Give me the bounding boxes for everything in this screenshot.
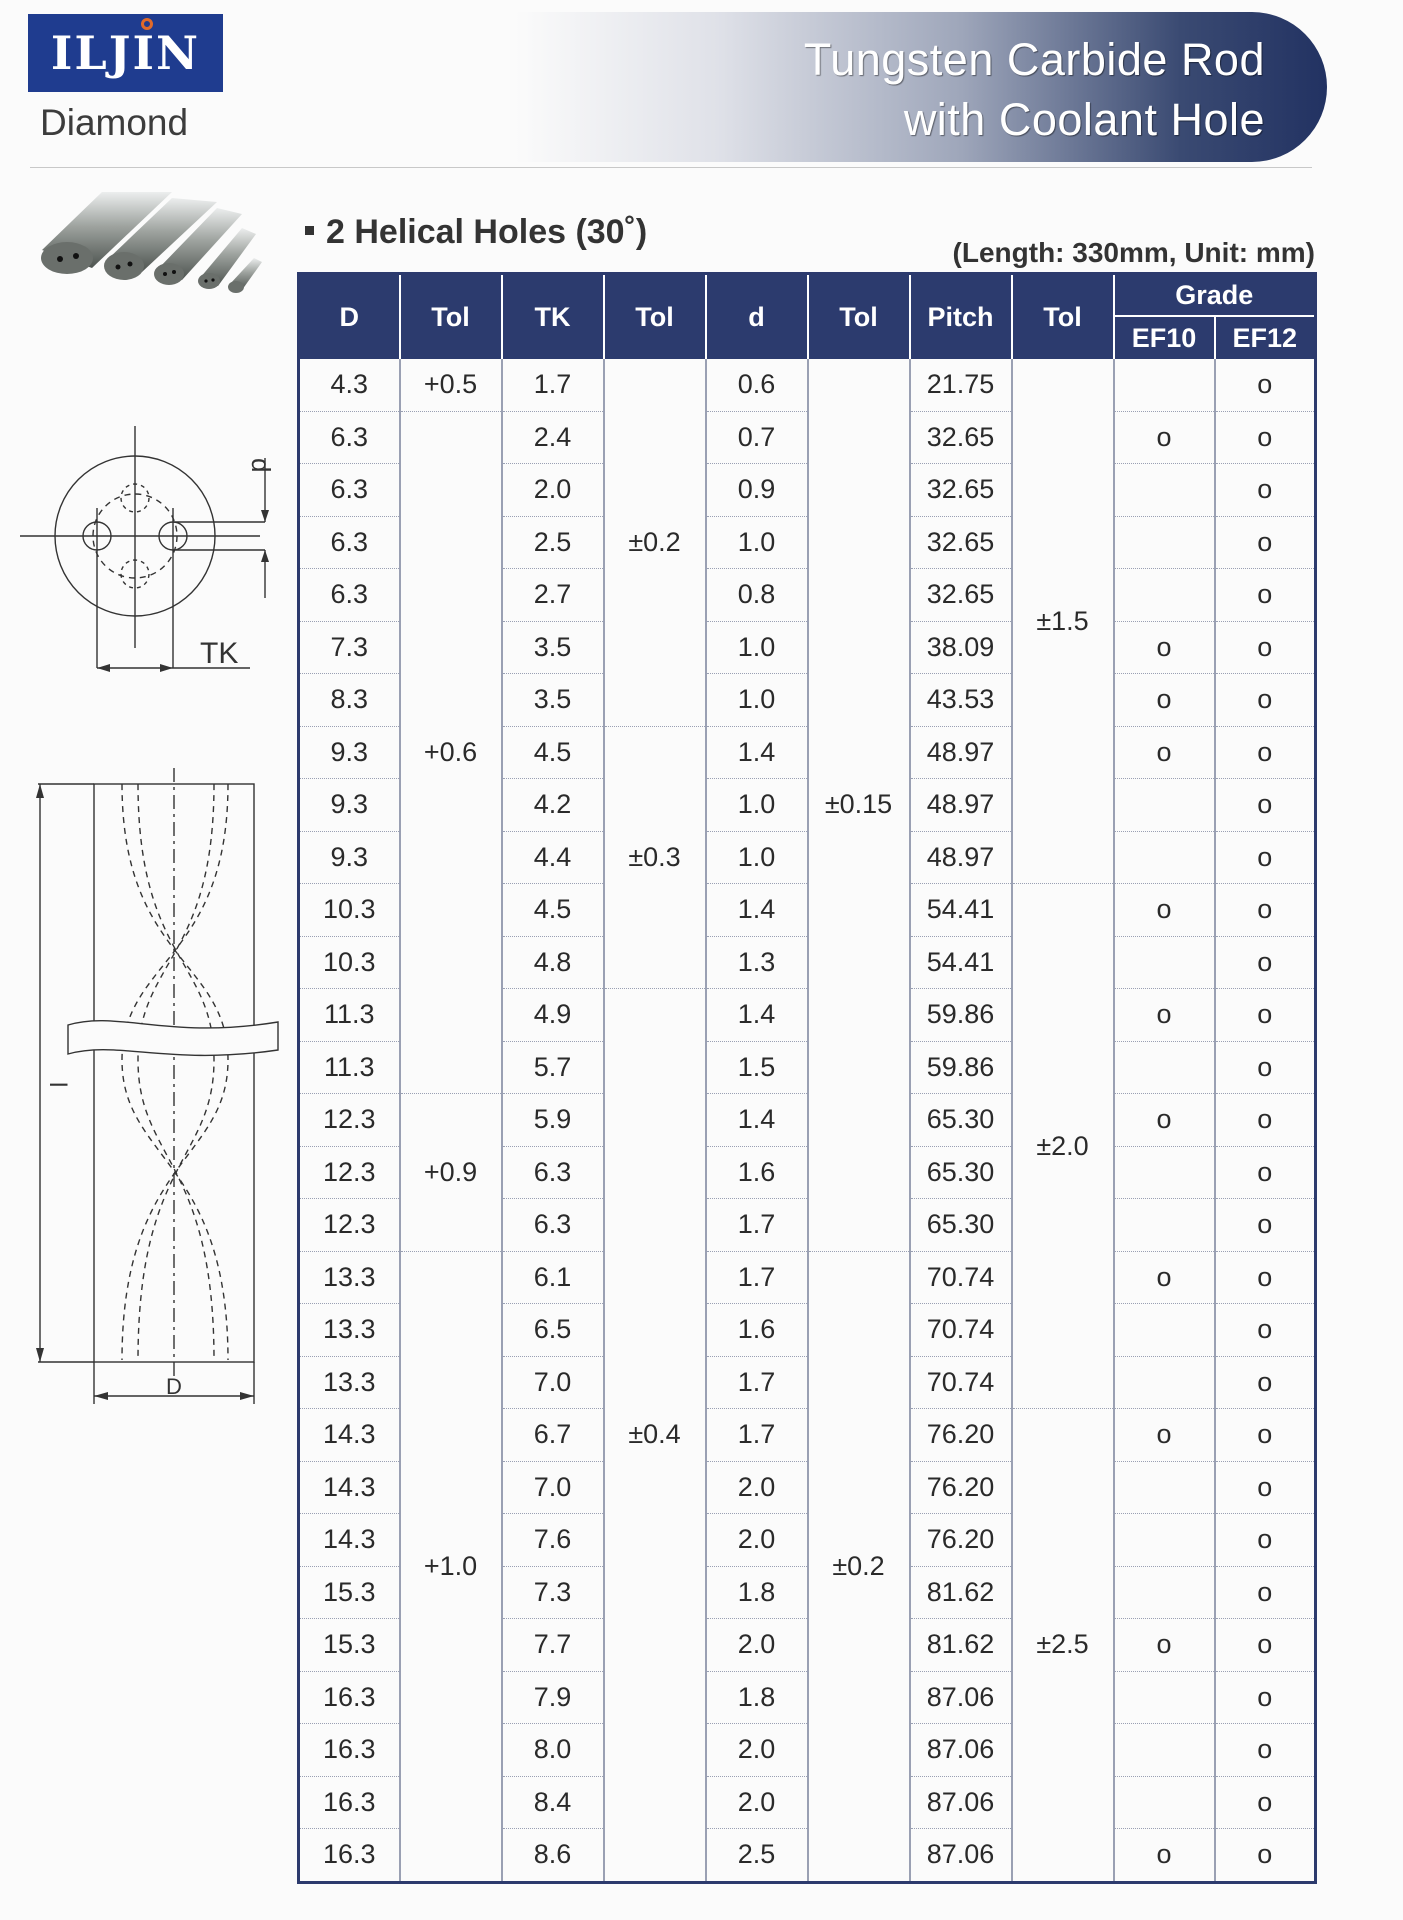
tol-TK-cell: ±0.2	[604, 359, 706, 726]
cell-d: 1.4	[706, 1094, 808, 1147]
header-divider	[30, 167, 1312, 168]
cell-d: 0.9	[706, 464, 808, 517]
cell-grade-ef10: o	[1114, 1829, 1215, 1883]
cell-d: 1.4	[706, 989, 808, 1042]
bullet-icon	[305, 226, 314, 235]
cell-pitch: 65.30	[910, 1094, 1012, 1147]
cell-grade-ef10: o	[1114, 1409, 1215, 1462]
cell-grade-ef10	[1114, 779, 1215, 832]
cell-TK: 8.4	[502, 1776, 604, 1829]
cell-d: 2.5	[706, 1829, 808, 1883]
cell-d: 1.4	[706, 884, 808, 937]
cell-D: 6.3	[299, 464, 400, 517]
cell-d: 1.7	[706, 1356, 808, 1409]
cell-grade-ef10	[1114, 1146, 1215, 1199]
cell-TK: 6.3	[502, 1146, 604, 1199]
col-header-ef12: EF12	[1215, 316, 1316, 359]
cell-TK: 2.4	[502, 411, 604, 464]
cell-grade-ef12: o	[1215, 1041, 1316, 1094]
cell-pitch: 76.20	[910, 1461, 1012, 1514]
cell-d: 1.7	[706, 1251, 808, 1304]
cell-grade-ef12: o	[1215, 1829, 1316, 1883]
banner-title-line-2: with Coolant Hole	[903, 94, 1265, 145]
cell-grade-ef10	[1114, 1461, 1215, 1514]
cell-pitch: 21.75	[910, 359, 1012, 411]
cell-d: 2.0	[706, 1724, 808, 1777]
cell-grade-ef10	[1114, 569, 1215, 622]
cell-grade-ef12: o	[1215, 1514, 1316, 1567]
cell-d: 2.0	[706, 1776, 808, 1829]
cell-pitch: 38.09	[910, 621, 1012, 674]
col-header-tol-pitch: Tol	[1012, 274, 1114, 360]
cell-pitch: 48.97	[910, 779, 1012, 832]
cell-D: 9.3	[299, 779, 400, 832]
cell-pitch: 65.30	[910, 1146, 1012, 1199]
cell-pitch: 59.86	[910, 989, 1012, 1042]
cell-TK: 4.4	[502, 831, 604, 884]
cell-grade-ef12: o	[1215, 1619, 1316, 1672]
rod-photo	[32, 188, 262, 298]
cell-d: 1.0	[706, 779, 808, 832]
cell-d: 2.0	[706, 1514, 808, 1567]
cell-grade-ef10	[1114, 831, 1215, 884]
cell-d: 1.6	[706, 1304, 808, 1357]
tol-D-cell: +0.9	[400, 1094, 502, 1252]
cell-grade-ef10: o	[1114, 621, 1215, 674]
cell-pitch: 87.06	[910, 1671, 1012, 1724]
cell-pitch: 70.74	[910, 1251, 1012, 1304]
cell-TK: 8.0	[502, 1724, 604, 1777]
cell-pitch: 87.06	[910, 1829, 1012, 1883]
tol-pitch-cell: ±1.5	[1012, 359, 1114, 884]
spec-table	[297, 272, 1317, 1884]
cell-d: 1.7	[706, 1409, 808, 1462]
col-header-d: d	[706, 274, 808, 360]
tol-TK-cell: ±0.3	[604, 726, 706, 989]
cell-pitch: 76.20	[910, 1409, 1012, 1462]
cell-TK: 5.7	[502, 1041, 604, 1094]
cell-grade-ef12: o	[1215, 1251, 1316, 1304]
cell-D: 16.3	[299, 1829, 400, 1883]
cell-grade-ef12: o	[1215, 1094, 1316, 1147]
table-row	[299, 359, 1316, 411]
tol-d-cell: ±0.2	[808, 1251, 910, 1882]
cell-grade-ef12: o	[1215, 359, 1316, 411]
cell-grade-ef10	[1114, 1776, 1215, 1829]
cell-grade-ef10	[1114, 1514, 1215, 1567]
cell-grade-ef12: o	[1215, 411, 1316, 464]
banner-title-line-1: Tungsten Carbide Rod	[803, 34, 1265, 85]
label-d: d	[246, 458, 276, 473]
cell-grade-ef10	[1114, 1199, 1215, 1252]
cell-grade-ef10	[1114, 1304, 1215, 1357]
cell-TK: 1.7	[502, 359, 604, 411]
cell-TK: 3.5	[502, 674, 604, 727]
cell-D: 10.3	[299, 936, 400, 989]
cell-D: 9.3	[299, 831, 400, 884]
cell-D: 15.3	[299, 1619, 400, 1672]
cell-TK: 7.7	[502, 1619, 604, 1672]
cell-d: 2.0	[706, 1619, 808, 1672]
cell-grade-ef12: o	[1215, 1724, 1316, 1777]
cell-grade-ef10: o	[1114, 989, 1215, 1042]
cell-D: 9.3	[299, 726, 400, 779]
cell-TK: 7.9	[502, 1671, 604, 1724]
cell-D: 4.3	[299, 359, 400, 411]
cell-d: 1.8	[706, 1671, 808, 1724]
brand-subtitle: Diamond	[40, 102, 189, 143]
cell-TK: 6.3	[502, 1199, 604, 1252]
cell-grade-ef10	[1114, 936, 1215, 989]
cell-d: 1.0	[706, 831, 808, 884]
cell-pitch: 43.53	[910, 674, 1012, 727]
cell-grade-ef12: o	[1215, 1461, 1316, 1514]
cell-D: 16.3	[299, 1776, 400, 1829]
col-header-grade: Grade	[1114, 274, 1316, 317]
cell-pitch: 54.41	[910, 884, 1012, 937]
brand-logo	[28, 14, 223, 92]
cell-grade-ef12: o	[1215, 1671, 1316, 1724]
cell-pitch: 65.30	[910, 1199, 1012, 1252]
cell-d: 1.3	[706, 936, 808, 989]
table-row	[299, 1251, 1316, 1304]
cell-TK: 2.7	[502, 569, 604, 622]
cell-d: 1.0	[706, 516, 808, 569]
title-banner	[515, 12, 1327, 162]
cell-TK: 2.5	[502, 516, 604, 569]
cell-grade-ef12: o	[1215, 831, 1316, 884]
logo-text: ILJIN	[50, 26, 201, 80]
tol-D-cell: +0.5	[400, 359, 502, 411]
cell-pitch: 32.65	[910, 464, 1012, 517]
cell-grade-ef10: o	[1114, 726, 1215, 779]
cell-grade-ef12: o	[1215, 1409, 1316, 1462]
cell-d: 1.0	[706, 621, 808, 674]
cell-pitch: 59.86	[910, 1041, 1012, 1094]
cell-D: 10.3	[299, 884, 400, 937]
cell-grade-ef12: o	[1215, 779, 1316, 832]
cell-D: 11.3	[299, 989, 400, 1042]
cell-D: 12.3	[299, 1146, 400, 1199]
cell-D: 12.3	[299, 1199, 400, 1252]
cell-D: 6.3	[299, 411, 400, 464]
cell-D: 12.3	[299, 1094, 400, 1147]
cell-grade-ef12: o	[1215, 936, 1316, 989]
cell-TK: 4.5	[502, 726, 604, 779]
col-header-tol-TK: Tol	[604, 274, 706, 360]
cell-TK: 6.1	[502, 1251, 604, 1304]
cell-D: 11.3	[299, 1041, 400, 1094]
cell-D: 16.3	[299, 1724, 400, 1777]
table-row	[299, 1094, 1316, 1147]
tol-pitch-cell: ±2.5	[1012, 1409, 1114, 1883]
cell-TK: 6.5	[502, 1304, 604, 1357]
cell-grade-ef12: o	[1215, 569, 1316, 622]
cell-TK: 3.5	[502, 621, 604, 674]
table-row	[299, 411, 1316, 464]
tol-pitch-cell: ±2.0	[1012, 884, 1114, 1409]
label-D: D	[166, 1374, 182, 1399]
cell-TK: 7.6	[502, 1514, 604, 1567]
cell-D: 15.3	[299, 1566, 400, 1619]
cell-D: 16.3	[299, 1671, 400, 1724]
spec-table-body	[299, 359, 1316, 1882]
cell-grade-ef10	[1114, 1566, 1215, 1619]
cell-grade-ef12: o	[1215, 1566, 1316, 1619]
cell-grade-ef10	[1114, 359, 1215, 411]
cell-pitch: 81.62	[910, 1619, 1012, 1672]
cell-grade-ef10: o	[1114, 884, 1215, 937]
tol-D-cell: +1.0	[400, 1251, 502, 1882]
cell-grade-ef10: o	[1114, 411, 1215, 464]
cross-section-diagram	[20, 418, 280, 678]
cell-pitch: 32.65	[910, 569, 1012, 622]
col-header-tol-d: Tol	[808, 274, 910, 360]
cell-d: 2.0	[706, 1461, 808, 1514]
cell-D: 13.3	[299, 1251, 400, 1304]
cell-grade-ef10	[1114, 1041, 1215, 1094]
cell-pitch: 81.62	[910, 1566, 1012, 1619]
cell-d: 1.6	[706, 1146, 808, 1199]
cell-grade-ef12: o	[1215, 1199, 1316, 1252]
section-title	[305, 213, 647, 252]
cell-D: 13.3	[299, 1304, 400, 1357]
cell-d: 0.6	[706, 359, 808, 411]
cell-TK: 7.3	[502, 1566, 604, 1619]
cell-TK: 6.7	[502, 1409, 604, 1462]
tol-d-cell: ±0.15	[808, 359, 910, 1251]
cell-grade-ef12: o	[1215, 884, 1316, 937]
cell-D: 8.3	[299, 674, 400, 727]
cell-grade-ef12: o	[1215, 1356, 1316, 1409]
cell-pitch: 32.65	[910, 516, 1012, 569]
logo-accent-dot	[141, 18, 153, 30]
cell-grade-ef12: o	[1215, 726, 1316, 779]
cell-d: 1.5	[706, 1041, 808, 1094]
cell-grade-ef12: o	[1215, 674, 1316, 727]
col-header-D: D	[299, 274, 400, 360]
cell-grade-ef10: o	[1114, 1251, 1215, 1304]
cell-d: 1.7	[706, 1199, 808, 1252]
length-unit-note: (Length: 330mm, Unit: mm)	[952, 237, 1315, 268]
cell-TK: 4.9	[502, 989, 604, 1042]
section-title-text: 2 Helical Holes (30˚)	[326, 213, 648, 251]
cell-grade-ef10	[1114, 464, 1215, 517]
cell-grade-ef10: o	[1114, 1094, 1215, 1147]
cell-pitch: 87.06	[910, 1776, 1012, 1829]
cell-pitch: 48.97	[910, 726, 1012, 779]
cell-TK: 7.0	[502, 1356, 604, 1409]
side-view-diagram	[28, 760, 288, 1410]
cell-grade-ef10: o	[1114, 1619, 1215, 1672]
cell-grade-ef12: o	[1215, 621, 1316, 674]
cell-grade-ef10	[1114, 1671, 1215, 1724]
col-header-tol-D: Tol	[400, 274, 502, 360]
col-header-ef10: EF10	[1114, 316, 1215, 359]
tol-TK-cell: ±0.4	[604, 989, 706, 1883]
cell-pitch: 76.20	[910, 1514, 1012, 1567]
cell-grade-ef10: o	[1114, 674, 1215, 727]
cell-d: 0.8	[706, 569, 808, 622]
cell-grade-ef10	[1114, 1356, 1215, 1409]
tol-D-cell: +0.6	[400, 411, 502, 1094]
cell-D: 14.3	[299, 1514, 400, 1567]
cell-D: 14.3	[299, 1409, 400, 1462]
cell-D: 6.3	[299, 516, 400, 569]
cell-TK: 7.0	[502, 1461, 604, 1514]
cell-TK: 4.2	[502, 779, 604, 832]
label-l: l	[44, 1082, 71, 1088]
cell-TK: 5.9	[502, 1094, 604, 1147]
col-header-TK: TK	[502, 274, 604, 360]
cell-TK: 8.6	[502, 1829, 604, 1883]
cell-TK: 4.8	[502, 936, 604, 989]
cell-grade-ef12: o	[1215, 464, 1316, 517]
cell-grade-ef10	[1114, 516, 1215, 569]
label-tk: TK	[200, 637, 239, 670]
cell-pitch: 87.06	[910, 1724, 1012, 1777]
cell-pitch: 54.41	[910, 936, 1012, 989]
cell-grade-ef12: o	[1215, 1146, 1316, 1199]
cell-TK: 2.0	[502, 464, 604, 517]
cell-d: 1.4	[706, 726, 808, 779]
cell-pitch: 70.74	[910, 1356, 1012, 1409]
cell-pitch: 32.65	[910, 411, 1012, 464]
cell-d: 0.7	[706, 411, 808, 464]
cell-d: 1.0	[706, 674, 808, 727]
cell-D: 13.3	[299, 1356, 400, 1409]
cell-TK: 4.5	[502, 884, 604, 937]
cell-D: 14.3	[299, 1461, 400, 1514]
cell-grade-ef12: o	[1215, 1304, 1316, 1357]
cell-grade-ef12: o	[1215, 989, 1316, 1042]
cell-d: 1.8	[706, 1566, 808, 1619]
col-header-pitch: Pitch	[910, 274, 1012, 360]
cell-pitch: 48.97	[910, 831, 1012, 884]
cell-grade-ef12: o	[1215, 1776, 1316, 1829]
cell-grade-ef10	[1114, 1724, 1215, 1777]
cell-D: 7.3	[299, 621, 400, 674]
cell-D: 6.3	[299, 569, 400, 622]
cell-pitch: 70.74	[910, 1304, 1012, 1357]
cell-grade-ef12: o	[1215, 516, 1316, 569]
